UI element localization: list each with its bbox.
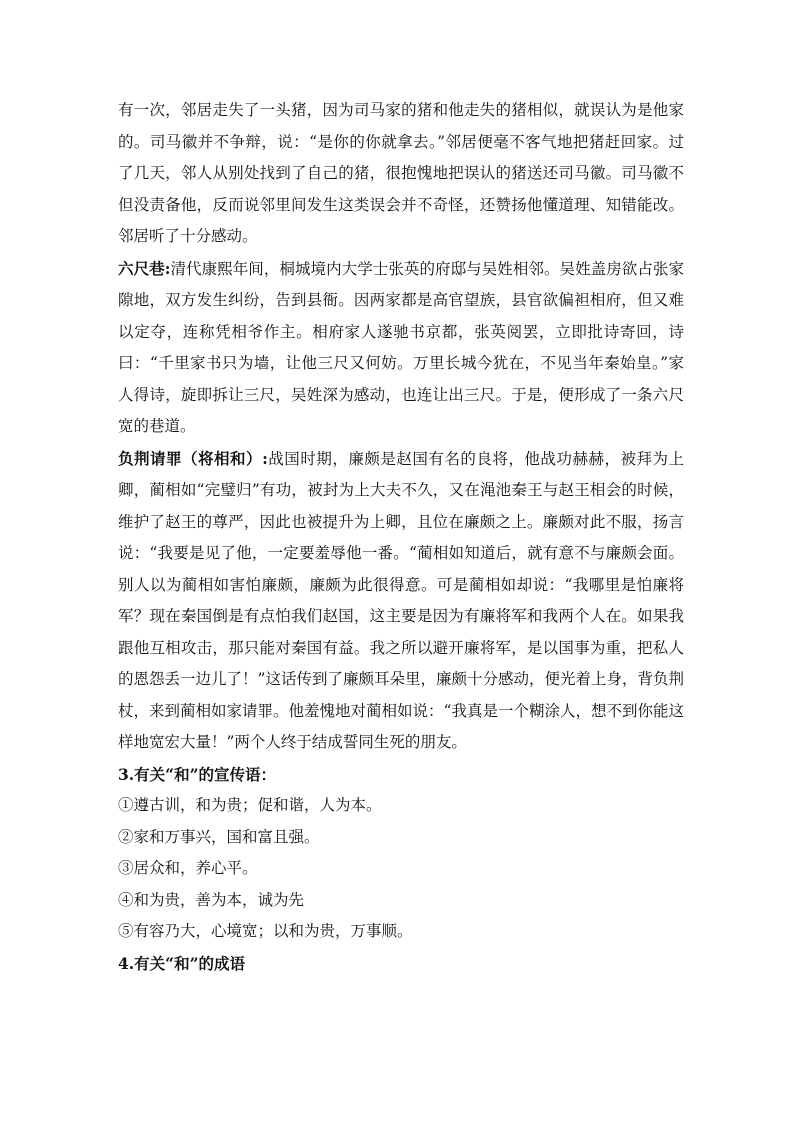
story-jiang-xiang-he-text: 战国时期，廉颇是赵国有名的良将，他战功赫赫，被拜为上卿，蔺相如“完璧归”有功，被封为上大夫不久，又在渑池秦王与赵王相会的时候，维护了赵王的尊严，因此也被提升为上卿，且位在廉颇之上。廉颇对此不服，扬言说：“我要是见了他，一定要羞辱他一番。“蔺相如知道后，就有意不与廉颇会面。别人以为蔺相如害怕廉颇，廉颇为此很得意。可是蔺相如却说：“我哪里是怕廉将军？现在秦国倒是有点怕我们赵国，这主要是因为有廉将军和我两个人在。如果我跟他互相攻击，那只能对秦国有益。我之所以避开廉将军，是以国事为重，把私人的恩怨丢一边儿了！”这话传到了廉颇耳朵里，廉颇十分感动，便光着上身，背负荆杖，来到蔺相如家请罪。他羞愧地对蔺相如说：“我真是一个糊涂人，想不到你能这样地宽宏大量！”两个人终于结成誓同生死的朋友。 bbox=[118, 449, 684, 751]
story-six-foot-lane-text: 清代康熙年间，桐城境内大学士张英的府邸与吴姓相邻。吴姓盖房欲占张家隙地，双方发生纠纷，告到县衙。因两家都是高官望族，县官欲偏袒相府，但又难以定夺，连称凭相爷作主。相府家人遂驰书京都，张英阅罢，立即批诗寄回，诗曰：“千里家书只为墙，让他三尺又何妨。万里长城今犹在，不见当年秦始皇。”家人得诗，旋即拆让三尺，吴姓深为感动，也连让出三尺。于是，便形成了一条六尺宽的巷道。 bbox=[118, 259, 684, 435]
document-page bbox=[118, 95, 684, 979]
section-slogans-heading: 3.有关“和”的宣传语： bbox=[118, 764, 277, 784]
section-idioms-heading: 4.有关“和”的成语 bbox=[118, 953, 246, 973]
slogan-item: ④和为贵，善为本，诚为先 bbox=[118, 890, 305, 909]
story-jiang-xiang-he-paragraph bbox=[118, 443, 684, 759]
slogan-item: ②家和万事兴，国和富且强。 bbox=[118, 827, 320, 846]
story-jiang-xiang-he-title: 负荆请罪（将相和）: bbox=[118, 448, 268, 468]
story-sima-hui-paragraph bbox=[118, 95, 684, 253]
story-six-foot-lane-title: 六尺巷: bbox=[118, 258, 171, 278]
story-sima-hui-text: 有一次，邻居走失了一头猪，因为司马家的猪和他走失的猪相似，就误认为是他家的。司马徽并不争辩，说：“是你的你就拿去。”邻居便毫不客气地把猪赶回家。过了几天，邻人从别处找到了自己的猪，很抱愧地把误认的猪送还司马徽。司马徽不但没责备他，反而说邻里间发生这类误会并不奇怪，还赞扬他懂道理、知错能改。邻居听了十分感动。 bbox=[118, 101, 684, 245]
story-six-foot-lane-paragraph bbox=[118, 253, 684, 443]
slogan-item: ⑤有容乃大，心境宽；以和为贵，万事顺。 bbox=[118, 922, 413, 940]
slogan-item: ③居众和，养心平。 bbox=[118, 859, 258, 877]
slogan-item: ①遵古训，和为贵；促和谐，人为本。 bbox=[118, 796, 382, 814]
